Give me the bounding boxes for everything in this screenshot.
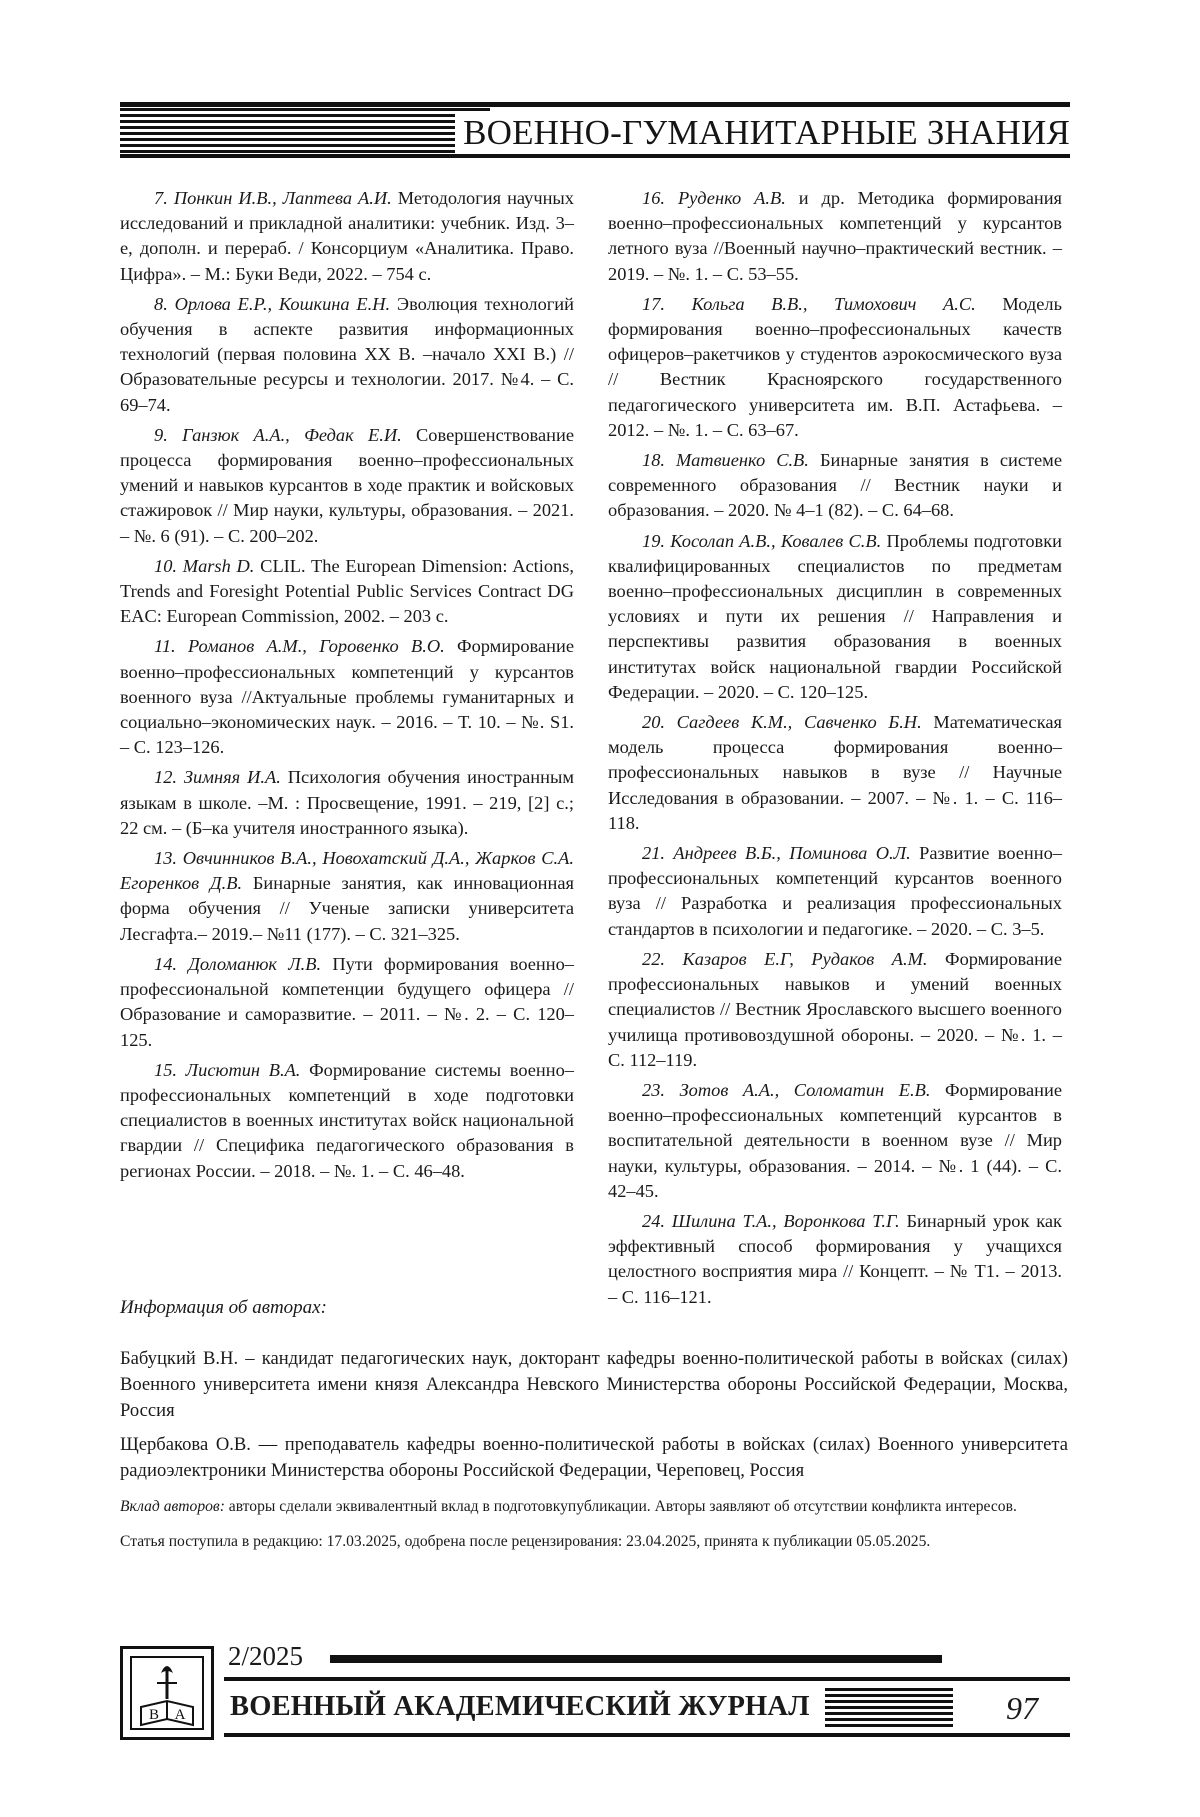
- reference-item: 14. Доломанюк Л.В. Пути формирования военно–профессиональной компетенции будущего офицера // Образование и саморазвитие. – 2011. – №. 2. – С. 120–125.: [120, 953, 574, 1050]
- issue-rule: [330, 1655, 942, 1663]
- section-title: ВОЕННО-ГУМАНИТАРНЫЕ ЗНАНИЯ: [455, 112, 1070, 154]
- header-stripes: [120, 108, 490, 154]
- authors-info: [120, 1296, 1068, 1556]
- logo-emblem-icon: [123, 1649, 211, 1737]
- reference-item: 20. Сагдеев К.М., Савченко Б.Н. Математическая модель процесса формирования военно–профессиональных навыков в вузе // Научные Исследования в образовании. – 2007. – №. 1. – С. 116–118.: [608, 712, 1062, 833]
- footer-rule-top: [224, 1677, 1070, 1681]
- reference-item: 10. Marsh D. CLIL. The European Dimension: Actions, Trends and Foresight Potential Public Services Contract DG EAC: European Commission, 2002. – 203 с.: [120, 555, 575, 627]
- page-number-box: [962, 1685, 1070, 1731]
- authors-contribution: Вклад авторов: авторы сделали эквивалентный вклад в подготовкупубликации. Авторы заявляют об отсутствии конфликта интересов.: [120, 1498, 1017, 1515]
- header-rule-top: [120, 102, 1070, 107]
- reference-item: 16. Руденко А.В. и др. Методика формирования военно–профессиональных компетенций у курсантов летного вуза //Военный научно–практический вестник. – 2019. – №. 1. – С. 53–55.: [608, 188, 1062, 284]
- page-number: 97: [1006, 1690, 1038, 1726]
- reference-item: 13. Овчинников В.А., Новохатский Д.А., Жарков С.А. Егоренков Д.В. Бинарные занятия, как инновационная форма обучения // Ученые записки университета Лесгафта.– 2019.– №11 (177). – С. 321–325.: [120, 848, 574, 944]
- issue-number: 2/2025: [228, 1641, 304, 1671]
- journal-name: ВОЕННЫЙ АКАДЕМИЧЕСКИЙ ЖУРНАЛ: [230, 1691, 810, 1722]
- reference-item: 24. Шилина Т.А., Воронкова Т.Г. Бинарный урок как эффективный способ формирования у учащихся целостного восприятия мира // Концепт. – № Т1. – 2013. – С. 116–121.: [608, 1210, 1062, 1307]
- author-bio: Щербакова О.В. — преподаватель кафедры военно-политической работы в войсках (силах) Военного университета радиоэлектроники Министерства обороны Российской Федерации, Череповец, Россия: [120, 1434, 1068, 1481]
- journal-logo: [120, 1646, 214, 1740]
- reference-item: 7. Понкин И.В., Лаптева А.И. Методология научных исследований и прикладной аналитики: учебник. Изд. 3–е, дополн. и перераб. / Консорциум «Аналитика. Право. Цифра». – М.: Буки Веди, 2022. – 754 с.: [120, 188, 574, 284]
- authors-info-heading: Информация об авторах:: [120, 1297, 327, 1318]
- reference-item: 23. Зотов А.А., Соломатин Е.В. Формирование военно–профессиональных компетенций курсантов в воспитательной деятельности в военном вузе // Мир науки, культуры, образования. – 2014. – №. 1 (44). – С. 42–45.: [608, 1079, 1062, 1201]
- logo-letter: В: [148, 1707, 160, 1723]
- running-header: [120, 98, 1070, 160]
- reference-item: 18. Матвиенко С.В. Бинарные занятия в системе современного образования // Вестник науки и образования. – 2020. № 4–1 (82). – С. 64–68.: [608, 450, 1062, 521]
- references-right-column: [608, 186, 1062, 1315]
- reference-item: 19. Косолап А.В., Ковалев С.В. Проблемы подготовки квалифицированных специалистов по предметам военно–профессиональных дисциплин в современных условиях и пути их решения // Направления и перспективы развития образования в военных институтах войск национальной гвардии Российской Федерации. – 2020. – С. 120–125.: [608, 530, 1062, 702]
- reference-item: 22. Казаров Е.Г, Рудаков А.М. Формирование профессиональных навыков и умений военных специалистов // Вестник Ярославского высшего военного училища противовоздушной обороны. – 2020. – №. 1. – С. 112–119.: [608, 948, 1063, 1070]
- reference-item: 17. Кольга В.В., Тимохович А.С. Модель формирования военно–профессиональных качеств офицеров–ракетчиков у студентов аэрокосмического вуза // Вестник Красноярского государственного педагогического университета им. В.П. Астафьева. – 2012. – №. 1. – С. 63–67.: [608, 293, 1062, 440]
- author-bio: Бабуцкий В.Н. – кандидат педагогических наук, докторант кафедры военно-политической работы в войсках (силах) Военного университета имени князя Александра Невского Министерства обороны Российской Федерации, Москва, Россия: [120, 1348, 1068, 1421]
- header-rule-bottom: [120, 154, 1070, 158]
- logo-letter: А: [174, 1707, 186, 1723]
- reference-item: 9. Ганзюк А.А., Федак Е.И. Совершенствование процесса формирования военно–профессиональных умений и навыков курсантов в ходе практик и войсковых стажировок // Мир науки, культуры, образования. – 2021. – №. 6 (91). – С. 200–202.: [120, 424, 575, 546]
- reference-item: 12. Зимняя И.А. Психология обучения иностранным языкам в школе. –М. : Просвещение, 1991. – 219, [2] с.; 22 см. – (Б–ка учителя иностранного языка).: [120, 767, 574, 838]
- reference-item: 11. Романов А.М., Горовенко В.О. Формирование военно–профессиональных компетенций у курсантов военного вуза //Актуальные проблемы гуманитарных и социально–экономических наук. – 2016. – Т. 10. – №. S1. – С. 123–126.: [120, 636, 574, 758]
- reference-item: 21. Андреев В.Б., Поминова О.Л. Развитие военно–профессиональных компетенций курсантов военного вуза // Разработка и реализация профессиональных стандартов в психологии и педагогике. – 2020. – С. 3–5.: [608, 843, 1062, 939]
- footer-stripes: [825, 1688, 953, 1728]
- running-footer: [120, 1641, 1070, 1741]
- reference-item: 8. Орлова Е.Р., Кошкина Е.Н. Эволюция технологий обучения в аспекте развития информационных технологий (первая половина XX В. –начало XXI В.) // Образовательные ресурсы и технологии. 2017. №4. – С. 69–74.: [120, 293, 574, 415]
- article-dates: Статья поступила в редакцию: 17.03.2025, одобрена после рецензирования: 23.04.2025, принята к публикации 05.05.2025.: [120, 1533, 931, 1550]
- footer-rule-bottom: [224, 1733, 1070, 1737]
- references-left-column: [120, 186, 574, 1189]
- reference-item: 15. Лисютин В.А. Формирование системы военно–профессиональных компетенций в ходе подготовки специалистов в военных институтах войск национальной гвардии // Специфика педагогического образования в регионах России. – 2018. – №. 1. – С. 46–48.: [120, 1059, 574, 1181]
